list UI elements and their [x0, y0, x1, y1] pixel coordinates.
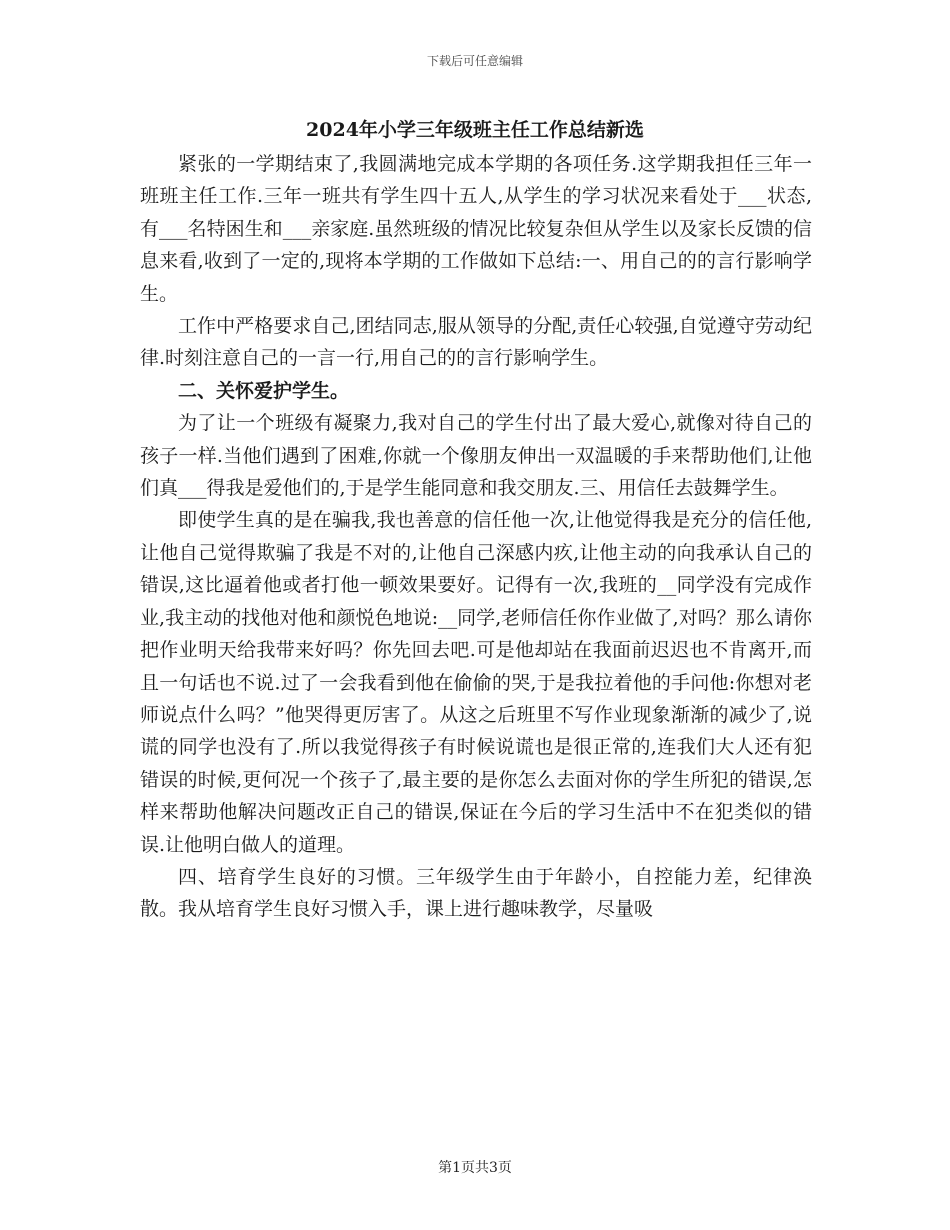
- document-title: 2024年小学三年级班主任工作总结新选: [306, 119, 644, 141]
- paragraph-trust: 即使学生真的是在骗我,我也善意的信任他一次,让他觉得我是充分的信任他,让他自己觉得欺骗了我是不对的,让他自己深感内疚,让他主动的向我承认自己的错误,这比逼着他或者打他一顿效果要好。记得有一次,我班的__同学没有完成作业,我主动的找他对他和颜悦色地说:__同学,老师信任你作业做了,对吗？那么请你把作业明天给我带来好吗？你先回去吧.可是他却站在我面前迟迟也不肯离开,而且一句话也不说.过了一会我看到他在偷偷的哭,于是我拉着他的手问他:你想对老师说点什么吗？”他哭得更厉害了。从这之后班里不写作业现象渐渐的减少了,说谎的同学也没有了.所以我觉得孩子有时候说谎也是很正常的,连我们大人还有犯错误的时候,更何况一个孩子了,最主要的是你怎么去面对你的学生所犯的错误,怎样来帮助他解决问题改正自己的错误,保证在今后的学习生活中不在犯类似的错误.让他明白做人的道理。: [140, 509, 812, 856]
- paragraph-work-attitude: 工作中严格要求自己,团结同志,服从领导的分配,责任心较强,自觉遵守劳动纪律.时刻注意自己的一言一行,用自己的的言行影响学生。: [140, 315, 812, 370]
- paragraph-care: 为了让一个班级有凝聚力,我对自己的学生付出了最大爱心,就像对待自己的孩子一样.当他们遇到了困难,你就一个像朋友伸出一双温暖的手来帮助他们,让他们真___得我是爱他们的,于是学生能同意和我交朋友.三、用信任去鼓舞学生。: [140, 412, 812, 500]
- section-heading-care: 二、关怀爱护学生。: [178, 379, 350, 402]
- paragraph-intro: 紧张的一学期结束了,我圆满地完成本学期的各项任务.这学期我担任三年一班班主任工作.三年一班共有学生四十五人,从学生的学习状况来看处于___状态,有___名特困生和___亲家庭.虽然班级的情况比较复杂但从学生以及家长反馈的信息来看,收到了一定的,现将本学期的工作做如下总结:一、用自己的的言行影响学生。: [140, 153, 812, 305]
- paragraph-habits: 四、培育学生良好的习惯。三年级学生由于年龄小，自控能力差，纪律涣散。我从培育学生良好习惯入手，课上进行趣味教学，尽量吸: [140, 865, 812, 921]
- page-footer: 第1页共3页: [438, 1160, 512, 1176]
- header-note: 下载后可任意编辑: [426, 54, 523, 68]
- document-body: [140, 148, 812, 926]
